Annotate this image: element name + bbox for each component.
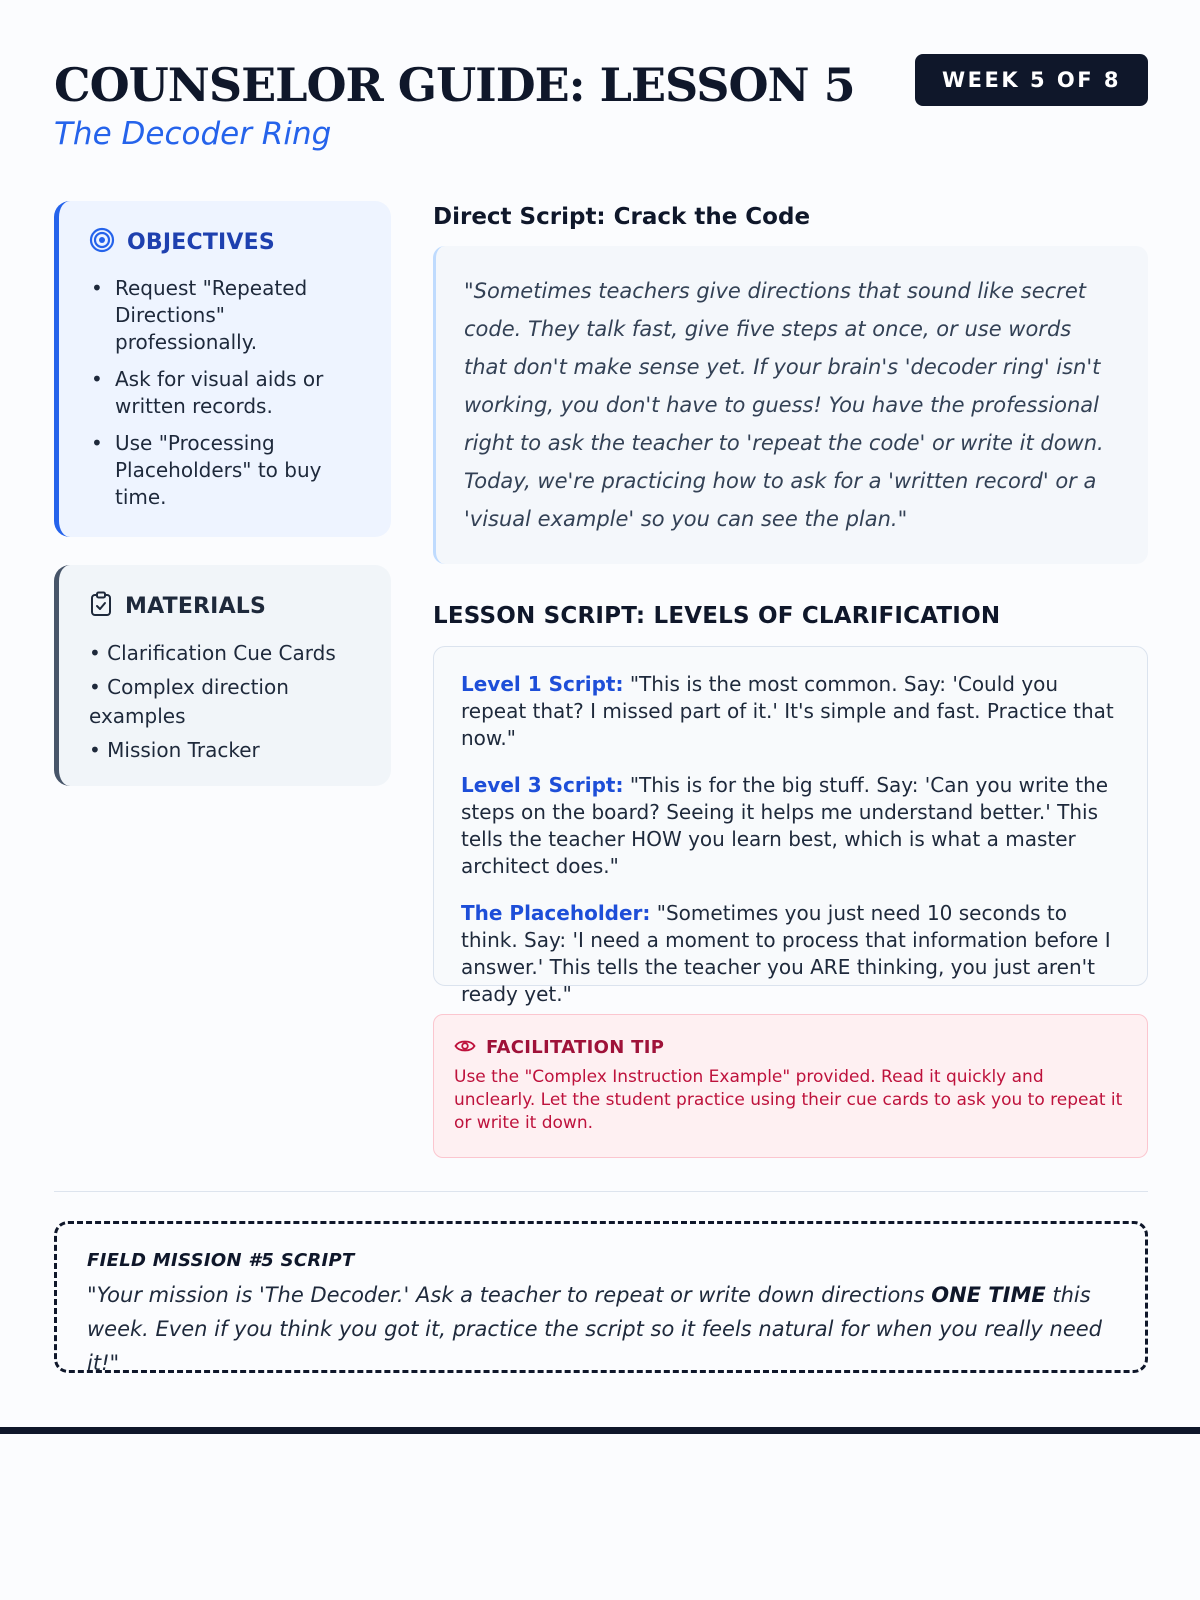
sidebar [54,201,391,786]
level-entry [461,900,1121,1008]
level-label: Level 1 Script: [461,672,624,696]
week-badge: WEEK 5 OF 8 [915,54,1148,106]
field-mission-box [54,1221,1148,1373]
header [54,56,1148,166]
materials-header [89,591,369,621]
target-icon [89,227,115,257]
tip-text: Use the "Complex Instruction Example" provided. Read it quickly and unclearly. Let the student practice using their cue cards to ask you to repeat it or write it down. [454,1067,1123,1133]
levels-box [433,646,1148,1006]
page-title: COUNSELOR GUIDE: LESSON 5 [54,58,855,112]
tip-header [454,1037,1127,1058]
level-text: "This is for the big stuff. Say: 'Can you write the steps on the board? Seeing it helps me understand better.' This tells the teacher HOW you learn best, which is what a master architect does." [461,773,1109,878]
mission-title: FIELD MISSION #5 SCRIPT [87,1250,355,1271]
facilitation-tip-box [433,1014,1148,1158]
list-item: • Ask for visual aids or written records. [89,366,369,420]
objectives-card [54,201,391,537]
list-item: • Request "Repeated Directions" professionally. [89,275,369,356]
level-entry [461,772,1121,880]
mission-text-end: this week. Even if you think you got it, practice the script so it feels natural for when you really need it!" [87,1283,1103,1375]
materials-heading: MATERIALS [125,593,267,619]
direct-script-quote-box [433,246,1148,564]
level-label: The Placeholder: [461,901,651,925]
divider [54,1191,1148,1192]
mission-emphasis: ONE TIME [931,1283,1046,1307]
objectives-list [89,275,369,511]
list-item: • Use "Processing Placeholders" to buy time. [89,430,369,511]
materials-list [89,639,369,765]
page-subtitle: The Decoder Ring [54,116,332,152]
direct-script-quote: "Sometimes teachers give directions that sound like secret code. They talk fast, give five steps at once, or use words that don't make sense yet. If your brain's 'decoder ring' isn't working, you don't have to guess! You have the professional right to ask the teacher to 'repeat the code' or write it down. Today, we're practicing how to ask for a 'written record' or a 'visual example' so you can see the plan." [464,279,1104,531]
objectives-heading: OBJECTIVES [127,229,275,255]
clipboard-check-icon [89,591,113,621]
mission-text [87,1278,1115,1380]
objectives-header [89,227,369,257]
materials-card [54,565,391,786]
level-label: Level 3 Script: [461,773,624,797]
list-item: • Complex direction examples [89,675,289,728]
bottom-bar [0,1427,1200,1434]
mission-text-start: "Your mission is 'The Decoder.' Ask a teacher to repeat or write down directions [87,1283,932,1307]
level-text: "This is the most common. Say: 'Could you repeat that? I missed part of it.' It's simple and fast. Practice that now." [461,672,1114,750]
level-entry [461,671,1121,752]
tip-heading: FACILITATION TIP [486,1037,665,1058]
level-text: "Sometimes you just need 10 seconds to think. Say: 'I need a moment to process that information before I answer.' This tells the teacher you ARE thinking, you just aren't ready yet." [461,901,1111,1006]
list-item: • Mission Tracker [89,738,260,762]
main-content [433,201,1148,1158]
list-item: • Clarification Cue Cards [89,641,336,665]
eye-icon [454,1038,476,1058]
lesson-script-title: LESSON SCRIPT: LEVELS OF CLARIFICATION [433,603,1001,629]
direct-script-title: Direct Script: Crack the Code [433,204,811,230]
